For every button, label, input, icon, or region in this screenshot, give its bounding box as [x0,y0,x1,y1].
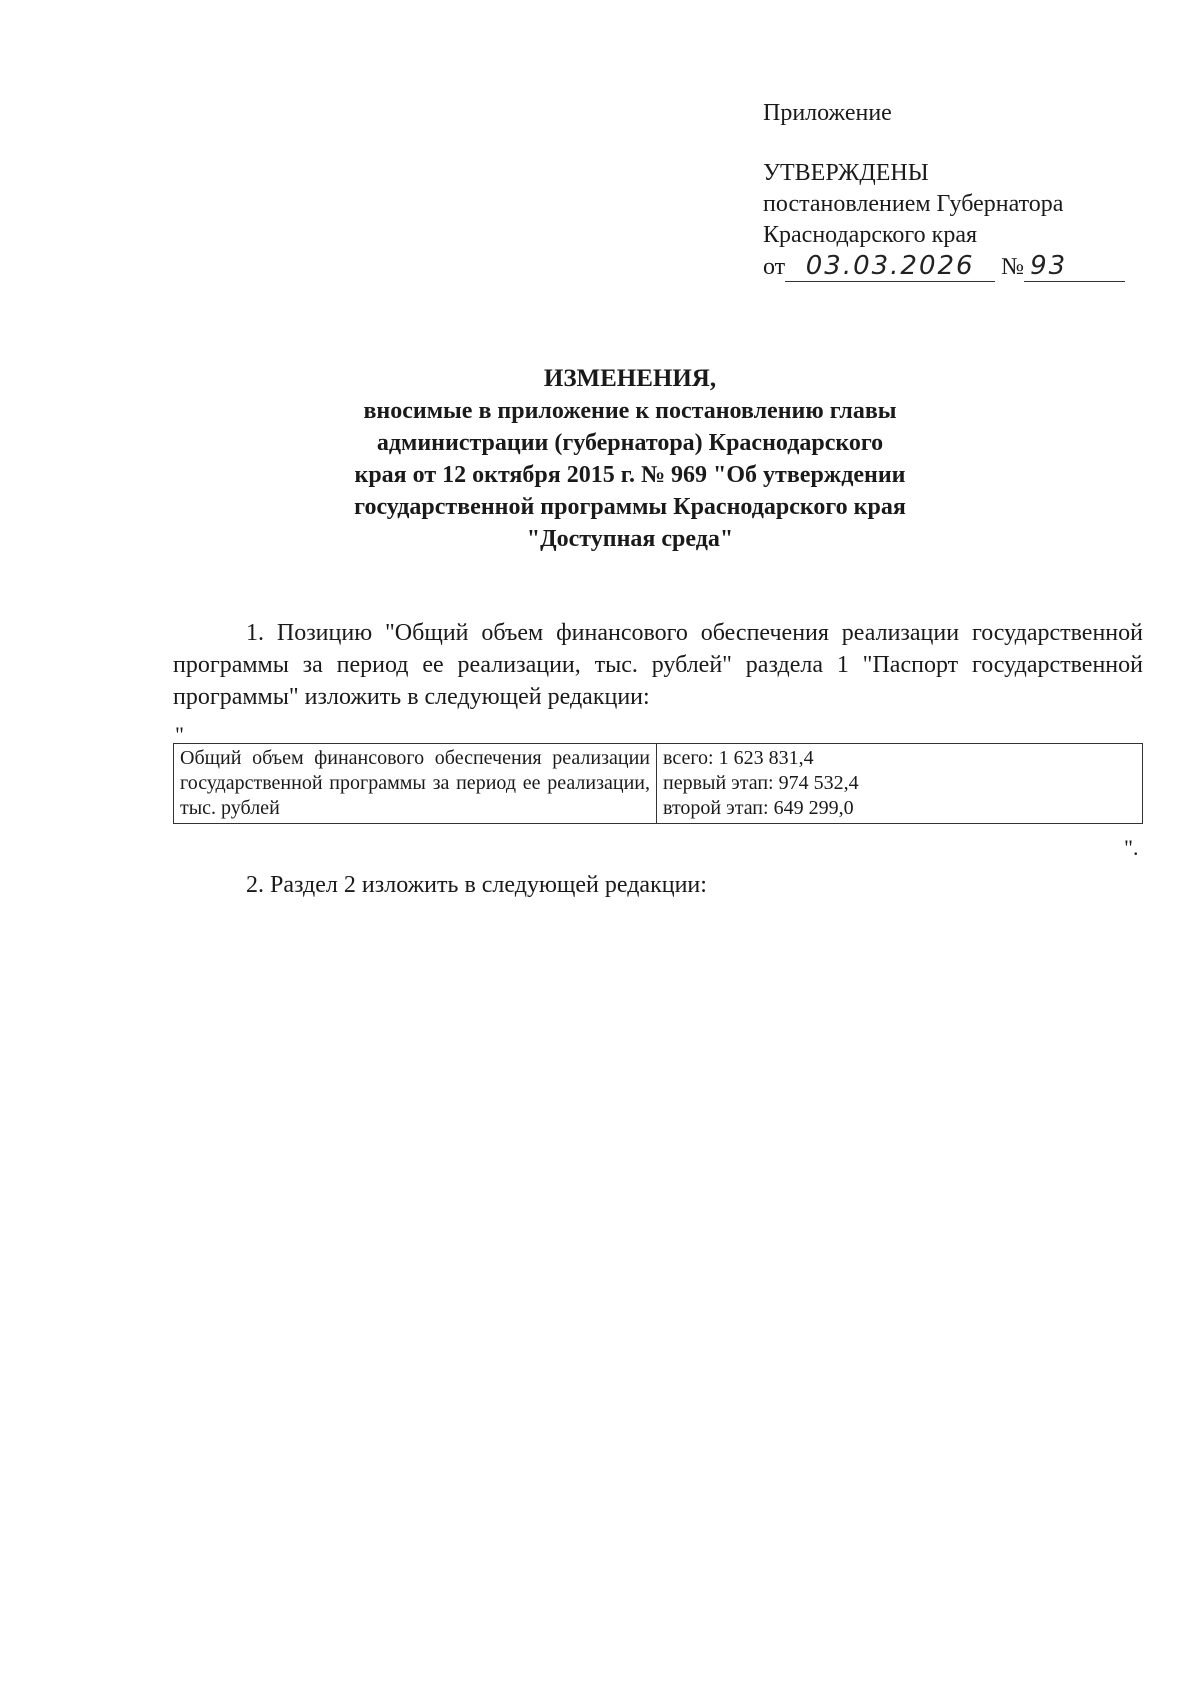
approved-line-2: Краснодарского края [763,222,978,248]
from-label: от [763,254,786,280]
financing-values-cell [657,744,1143,824]
closing-quote: ". [1124,835,1139,860]
opening-quote: " [175,722,184,747]
title-line: края от 12 октября 2015 г. № 969 "Об утверждении [354,462,906,488]
stage-1-value: первый этап: 974 532,4 [663,772,859,794]
financing-label-cell: Общий объем финансового обеспечения реализации государственной программы за период ее реализации, тыс. рублей [174,744,657,824]
stage-2-value: второй этап: 649 299,0 [663,797,854,819]
number-label: № [1001,254,1025,280]
approval-block [763,98,1125,284]
title-line: "Доступная среда" [526,526,734,552]
title-line: вносимые в приложение к постановлению главы [363,398,897,424]
approved-line-1: постановлением Губернатора [763,191,1064,217]
title-main: ИЗМЕНЕНИЯ, [543,365,717,392]
title-line: государственной программы Краснодарского края [354,494,906,520]
handwritten-number: 93 [1024,251,1125,282]
appendix-label: Приложение [763,100,892,126]
handwritten-date: 03.03.2026 [785,251,995,282]
approved-label: УТВЕРЖДЕНЫ [763,160,929,186]
date-number-line [763,251,1125,284]
paragraph-1: 1. Позицию "Общий объем финансового обеспечения реализации государственной программы за период ее реализации, тыс. рублей" раздела 1 "Паспорт государственной программы" изложить в следующей редакции: [173,620,1143,710]
paragraph-2: 2. Раздел 2 изложить в следующей редакции: [246,872,707,898]
total-value: всего: 1 623 831,4 [663,747,814,769]
title-line: администрации (губернатора) Краснодарского [376,430,884,456]
table-row [174,744,1143,824]
financing-table [173,743,1143,824]
document-title [300,363,960,555]
